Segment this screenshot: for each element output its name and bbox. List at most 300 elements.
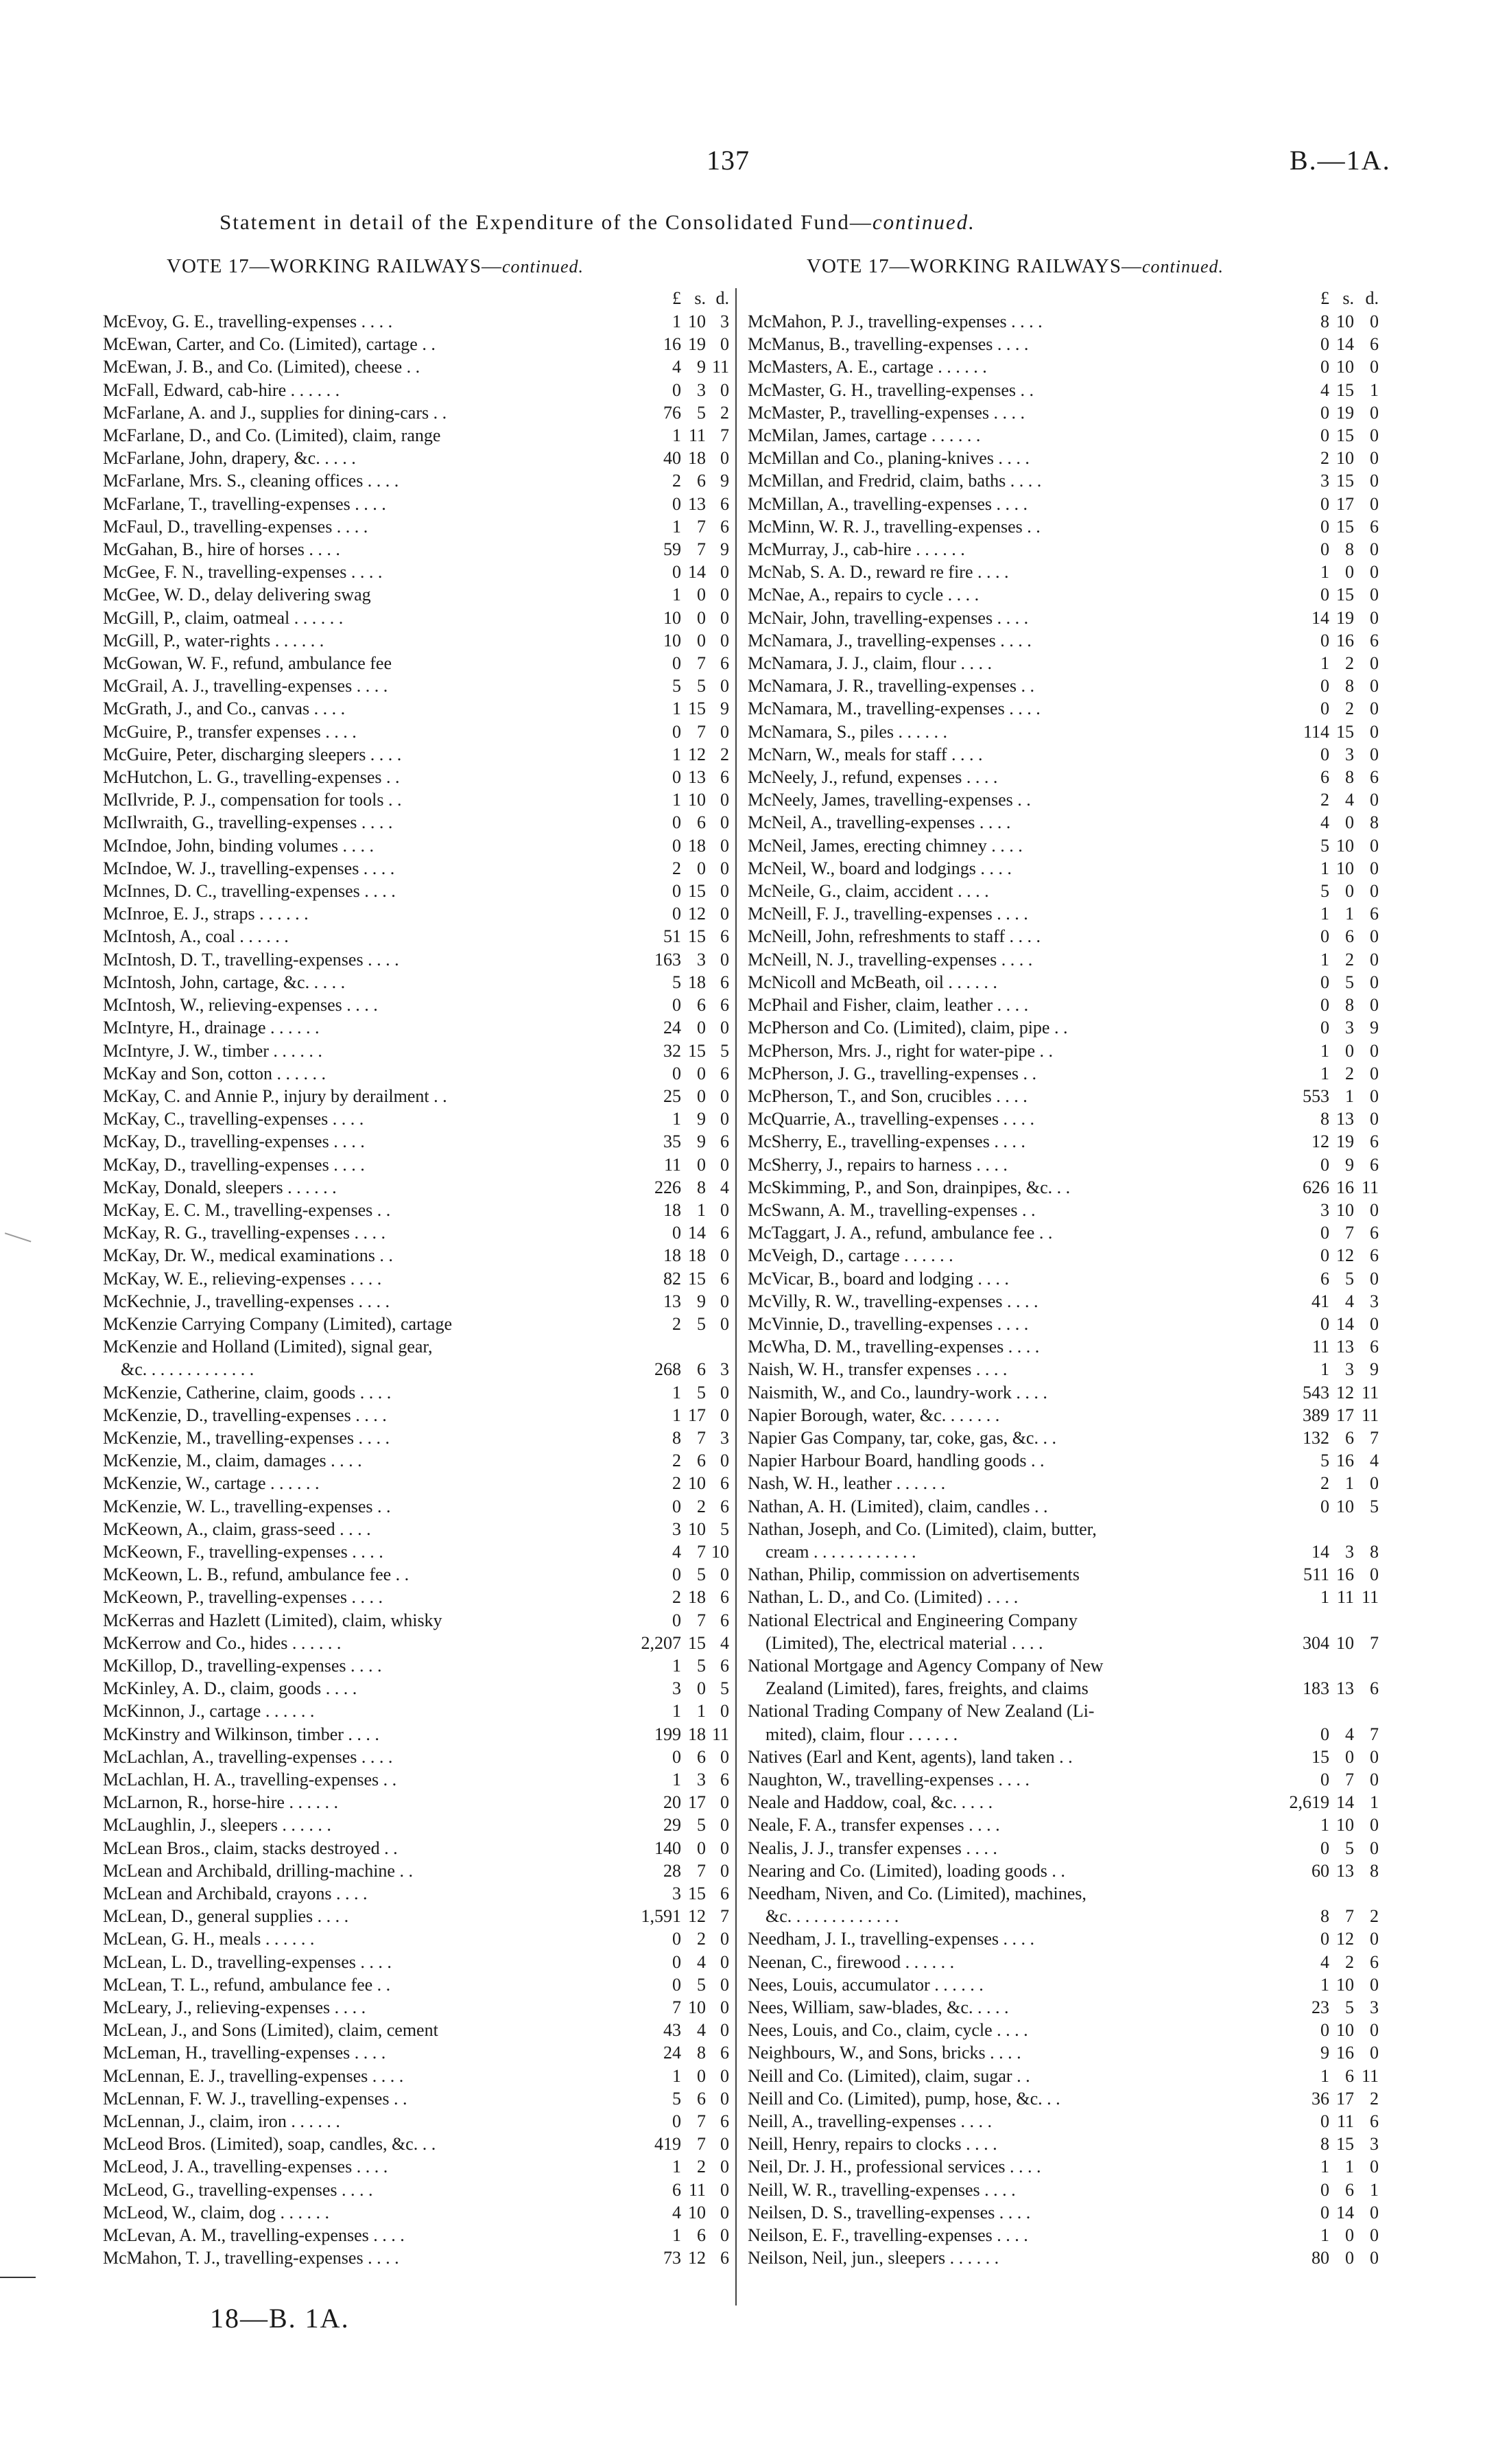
amount-shillings: 10 — [1336, 1815, 1354, 1835]
amount-pence: 6 — [1370, 1223, 1379, 1243]
expenditure-row — [748, 469, 1379, 492]
amount-pence: 0 — [720, 2065, 729, 2086]
payee-description: McKeown, L. B., refund, ambulance fee . . — [103, 1564, 410, 1585]
amount-pence: 0 — [720, 1701, 729, 1722]
amount-pence: 0 — [720, 1815, 729, 1835]
expenditure-row — [103, 2110, 729, 2133]
amount-pence: 6 — [1370, 1337, 1379, 1357]
amount-shillings: 18 — [688, 1724, 706, 1744]
amount-pounds: 4 — [672, 1541, 681, 1562]
expenditure-row — [103, 1518, 729, 1540]
payee-description: Neill, A., travelling-expenses . . . . — [748, 2111, 992, 2132]
amount-pence: 0 — [1370, 1929, 1379, 1949]
amount-pounds: 5 — [1320, 1451, 1329, 1471]
expenditure-row — [103, 538, 729, 561]
amount-pence: 6 — [720, 995, 729, 1016]
payee-description: McIntyre, H., drainage . . . . . . — [103, 1018, 320, 1038]
amount-shillings: 11 — [688, 2179, 706, 2200]
statement-title-main: Statement in detail of the Expenditure of the Consolidated Fund— — [219, 210, 873, 234]
payee-description: McKenzie and Holland (Limited), signal gear, — [103, 1337, 433, 1357]
amount-shillings: 19 — [1336, 607, 1354, 628]
amount-shillings: 11 — [688, 425, 706, 446]
amount-shillings: 6 — [697, 2225, 706, 2246]
expenditure-row — [748, 1130, 1379, 1153]
amount-pence: 7 — [720, 425, 729, 446]
payee-description: McLennan, F. W. J., travelling-expenses . . — [103, 2088, 407, 2109]
amount-pounds: 1 — [672, 790, 681, 810]
amount-pence: 6 — [720, 1223, 729, 1243]
amount-pounds: 0 — [1320, 1929, 1329, 1949]
expenditure-row — [748, 652, 1379, 674]
payee-description: Nathan, L. D., and Co. (Limited) . . . . — [748, 1587, 1019, 1608]
amount-pence: 1 — [1370, 379, 1379, 400]
amount-pounds: 6 — [672, 2179, 681, 2200]
payee-description: McPhail and Fisher, claim, leather . . . . — [748, 995, 1029, 1016]
amount-pounds: 0 — [672, 721, 681, 742]
amount-pounds: 2,619 — [1289, 1792, 1329, 1813]
payee-description: Nathan, Joseph, and Co. (Limited), claim, butter, — [748, 1518, 1097, 1539]
payee-description: Natives (Earl and Kent, agents), land taken . . — [748, 1746, 1073, 1767]
currency-header-right — [748, 288, 1379, 310]
amount-pence: 0 — [1370, 1040, 1379, 1061]
expenditure-row — [748, 424, 1379, 447]
amount-shillings: 15 — [1336, 585, 1354, 605]
amount-shillings: 8 — [697, 2043, 706, 2063]
amount-pence: 0 — [1370, 402, 1379, 423]
amount-shillings: 16 — [1336, 630, 1354, 650]
payee-description: McNeely, J., refund, expenses . . . . — [748, 767, 998, 788]
amount-pence: 6 — [720, 1268, 729, 1289]
amount-shillings: 3 — [1345, 1541, 1354, 1562]
expenditure-row — [103, 310, 729, 333]
amount-shillings: 17 — [1336, 1405, 1354, 1425]
amount-pounds: 1 — [1320, 1587, 1329, 1608]
expenditure-row — [103, 561, 729, 583]
amount-pounds: 1 — [672, 2065, 681, 2086]
payee-description: McLeman, H., travelling-expenses . . . . — [103, 2043, 386, 2063]
payee-description: McKillop, D., travelling-expenses . . . . — [103, 1655, 382, 1676]
amount-pounds: 1 — [1320, 1974, 1329, 1995]
amount-shillings: 7 — [1345, 1906, 1354, 1927]
payee-description: McLachlan, H. A., travelling-expenses . . — [103, 1770, 397, 1790]
amount-pounds: 1 — [1320, 1040, 1329, 1061]
amount-pounds: 4 — [1320, 379, 1329, 400]
amount-shillings: 8 — [1345, 539, 1354, 560]
payee-description: McLeary, J., relieving-expenses . . . . — [103, 1997, 366, 2018]
amount-pounds: 80 — [1312, 2248, 1329, 2268]
amount-shillings: 15 — [1336, 425, 1354, 446]
payee-description: McKinley, A. D., claim, goods . . . . — [103, 1678, 357, 1699]
amount-shillings: 7 — [1345, 1770, 1354, 1790]
amount-shillings: 9 — [1345, 1154, 1354, 1175]
amount-shillings: 7 — [697, 1610, 706, 1630]
payee-description: McMurray, J., cab-hire . . . . . . — [748, 539, 965, 560]
amount-pounds: 23 — [1312, 1997, 1329, 2018]
amount-shillings: 5 — [1345, 1268, 1354, 1289]
amount-shillings: 2 — [1345, 1063, 1354, 1083]
amount-shillings: 0 — [1345, 2225, 1354, 2246]
amount-pence: 3 — [1370, 1997, 1379, 2018]
expenditure-row — [748, 994, 1379, 1016]
amount-shillings: 0 — [1345, 812, 1354, 833]
expenditure-row — [748, 674, 1379, 697]
amount-pence: 6 — [1370, 334, 1379, 355]
amount-pence: 0 — [1370, 1838, 1379, 1858]
amount-pounds: 0 — [672, 835, 681, 856]
amount-pence: 6 — [1370, 1131, 1379, 1152]
payee-description: National Electrical and Engineering Company — [748, 1610, 1078, 1630]
amount-shillings: 7 — [697, 539, 706, 560]
expenditure-row — [103, 355, 729, 378]
expenditure-row — [748, 1700, 1379, 1722]
payee-description: McLeod, W., claim, dog . . . . . . — [103, 2202, 330, 2222]
payee-description: McMillan and Co., planing-knives . . . . — [748, 448, 1030, 469]
expenditure-row — [103, 994, 729, 1016]
amount-pence: 0 — [1370, 312, 1379, 331]
payee-description: McKeown, F., travelling-expenses . . . . — [103, 1541, 383, 1562]
amount-pence: 11 — [711, 1724, 729, 1744]
payee-description: Neilson, Neil, jun., sleepers . . . . . . — [748, 2248, 999, 2268]
payee-description: McLennan, E. J., travelling-expenses . . . . — [103, 2065, 404, 2086]
amount-pounds: 8 — [1320, 1906, 1329, 1927]
expenditure-row — [103, 2179, 729, 2201]
amount-pence: 6 — [720, 767, 729, 788]
payee-description: Napier Gas Company, tar, coke, gas, &c. . . — [748, 1427, 1056, 1448]
amount-pounds: 2 — [1320, 448, 1329, 469]
amount-pounds: 1 — [1320, 1815, 1329, 1835]
amount-shillings: 15 — [1336, 721, 1354, 742]
payee-description: Neilsen, D. S., travelling-expenses . . . . — [748, 2202, 1031, 2222]
expenditure-row — [748, 2179, 1379, 2201]
expenditure-row — [748, 1290, 1379, 1313]
amount-pence: 0 — [1370, 2020, 1379, 2041]
amount-shillings: 0 — [1345, 2248, 1354, 2268]
amount-pence: 6 — [1370, 1245, 1379, 1266]
amount-pence: 6 — [1370, 767, 1379, 788]
expenditure-row — [103, 607, 729, 629]
amount-pounds: 1 — [1320, 2225, 1329, 2246]
payee-description: Nash, W. H., leather . . . . . . — [748, 1473, 946, 1494]
amount-pounds: 1 — [672, 2157, 681, 2177]
amount-pence: 3 — [720, 312, 729, 331]
amount-shillings: 10 — [1336, 1496, 1354, 1516]
amount-pence: 0 — [720, 1245, 729, 1266]
amount-shillings: 5 — [697, 1564, 706, 1585]
payee-description: McKay, C., travelling-expenses . . . . — [103, 1109, 364, 1129]
amount-shillings: 10 — [1336, 1199, 1354, 1220]
payee-description: McKay, Donald, sleepers . . . . . . — [103, 1177, 337, 1197]
expenditure-row — [748, 538, 1379, 561]
payee-description: McMahon, P. J., travelling-expenses . . . . — [748, 312, 1043, 331]
amount-shillings: 17 — [1336, 2088, 1354, 2109]
amount-shillings: 19 — [688, 334, 706, 355]
amount-shillings: 14 — [1336, 334, 1354, 355]
amount-pounds: 0 — [672, 1564, 681, 1585]
amount-pounds: 16 — [663, 334, 681, 355]
payee-description: Needham, Niven, and Co. (Limited), machines, — [748, 1884, 1087, 1904]
amount-pence: 0 — [720, 1929, 729, 1949]
payee-description: McIntosh, D. T., travelling-expenses . . . . — [103, 949, 399, 970]
amount-pence: 3 — [720, 1427, 729, 1448]
amount-pence: 6 — [720, 2043, 729, 2063]
amount-pounds: 0 — [1320, 972, 1329, 992]
amount-pence: 0 — [720, 1382, 729, 1403]
amount-pence: 0 — [720, 630, 729, 650]
amount-shillings: 11 — [1336, 2111, 1354, 2132]
amount-pounds: 3 — [672, 1518, 681, 1539]
amount-pounds: 32 — [663, 1040, 681, 1061]
amount-pounds: 5 — [1320, 881, 1329, 902]
amount-shillings: 15 — [688, 1884, 706, 1904]
amount-pounds: 12 — [1312, 1131, 1329, 1152]
expenditure-row — [103, 379, 729, 401]
amount-pounds: 10 — [663, 607, 681, 628]
amount-shillings: 1 — [1345, 1473, 1354, 1494]
amount-pence: 6 — [720, 1884, 729, 1904]
amount-pence: 7 — [720, 1906, 729, 1927]
amount-shillings: 0 — [697, 1678, 706, 1699]
pence-heading: d. — [715, 288, 729, 308]
expenditure-row — [748, 1632, 1379, 1654]
payee-description: McLean, J., and Sons (Limited), claim, cement — [103, 2020, 438, 2041]
payee-description: McNeill, John, refreshments to staff . . . . — [748, 926, 1041, 947]
payee-description: McMaster, P., travelling-expenses . . . . — [748, 402, 1025, 423]
expenditure-row — [103, 880, 729, 902]
amount-pence: 2 — [1370, 1906, 1379, 1927]
expenditure-row — [748, 2155, 1379, 2178]
amount-shillings: 9 — [697, 1109, 706, 1129]
payee-description: McSherry, J., repairs to harness . . . . — [748, 1154, 1008, 1175]
expenditure-row — [748, 1905, 1379, 1927]
amount-pence: 0 — [720, 607, 729, 628]
amount-shillings: 15 — [1336, 2134, 1354, 2155]
expenditure-row — [748, 902, 1379, 925]
pounds-heading: £ — [672, 288, 681, 308]
amount-pence: 4 — [720, 1177, 729, 1197]
amount-pounds: 140 — [654, 1838, 681, 1858]
amount-pounds: 3 — [672, 1678, 681, 1699]
amount-pounds: 0 — [1320, 1838, 1329, 1858]
payee-description: McFarlane, A. and J., supplies for dining-cars . . — [103, 402, 447, 423]
expenditure-row — [103, 424, 729, 447]
column-divider — [735, 288, 737, 2305]
expenditure-row — [748, 1859, 1379, 1882]
amount-pounds: 626 — [1303, 1177, 1329, 1197]
amount-shillings: 8 — [1345, 676, 1354, 696]
shillings-heading: s. — [694, 288, 706, 308]
amount-pounds: 0 — [1320, 1313, 1329, 1334]
amount-shillings: 12 — [688, 904, 706, 924]
amount-pence: 0 — [1370, 1770, 1379, 1790]
amount-pence: 0 — [1370, 699, 1379, 719]
expenditure-row — [103, 948, 729, 971]
amount-shillings: 12 — [1336, 1382, 1354, 1403]
amount-pounds: 0 — [1320, 2020, 1329, 2041]
amount-pounds: 0 — [1320, 699, 1329, 719]
payee-description: McMillan, A., travelling-expenses . . . . — [748, 493, 1028, 514]
payee-description: McNeil, A., travelling-expenses . . . . — [748, 812, 1011, 833]
amount-shillings: 14 — [1336, 1313, 1354, 1334]
amount-pence: 6 — [720, 926, 729, 947]
amount-shillings: 1 — [697, 1701, 706, 1722]
amount-pounds: 0 — [1320, 357, 1329, 377]
expenditure-row — [748, 1221, 1379, 1244]
expenditure-row — [748, 697, 1379, 720]
expenditure-row — [103, 2155, 729, 2178]
expenditure-row — [103, 2065, 729, 2087]
amount-shillings: 14 — [1336, 1792, 1354, 1813]
amount-pence: 6 — [720, 493, 729, 514]
amount-pounds: 0 — [1320, 1245, 1329, 1266]
amount-pounds: 7 — [672, 1997, 681, 2018]
amount-pounds: 0 — [672, 562, 681, 583]
expenditure-row — [748, 1495, 1379, 1518]
expenditure-row — [103, 971, 729, 994]
amount-pounds: 15 — [1312, 1746, 1329, 1767]
amount-pounds: 1 — [672, 1405, 681, 1425]
expenditure-row — [748, 1199, 1379, 1221]
amount-pence: 0 — [720, 835, 729, 856]
expenditure-row — [748, 629, 1379, 652]
amount-pence: 0 — [1370, 676, 1379, 696]
payee-description: McVicar, B., board and lodging . . . . — [748, 1268, 1009, 1289]
amount-pounds: 0 — [672, 812, 681, 833]
amount-pounds: 0 — [1320, 516, 1329, 537]
amount-pounds: 35 — [663, 1131, 681, 1152]
payee-description: McHutchon, L. G., travelling-expenses . . — [103, 767, 400, 788]
amount-pence: 1 — [1370, 1792, 1379, 1813]
amount-pounds: 1 — [672, 1701, 681, 1722]
amount-pounds: 43 — [663, 2020, 681, 2041]
expenditure-row — [103, 1176, 729, 1199]
payee-description: McGill, P., water-rights . . . . . . — [103, 630, 324, 650]
payee-description: McKenzie, D., travelling-expenses . . . . — [103, 1405, 387, 1425]
amount-shillings: 15 — [688, 881, 706, 902]
payee-description: McLeod, J. A., travelling-expenses . . . . — [103, 2157, 388, 2177]
amount-shillings: 6 — [697, 2088, 706, 2109]
payee-description: McKerrow and Co., hides . . . . . . — [103, 1632, 342, 1653]
expenditure-row — [103, 2224, 729, 2246]
payee-description: Neill, W. R., travelling-expenses . . . . — [748, 2179, 1016, 2200]
amount-shillings: 0 — [1345, 1746, 1354, 1767]
amount-pounds: 0 — [1320, 425, 1329, 446]
expenditure-row — [748, 1518, 1379, 1540]
amount-shillings: 4 — [697, 2020, 706, 2041]
amount-pounds: 4 — [1320, 1951, 1329, 1972]
amount-pence: 0 — [1370, 835, 1379, 856]
payee-description: McKenzie, M., claim, damages . . . . — [103, 1451, 362, 1471]
amount-shillings: 17 — [1336, 493, 1354, 514]
expenditure-row — [748, 1540, 1379, 1563]
expenditure-row — [748, 583, 1379, 606]
amount-shillings: 0 — [1345, 562, 1354, 583]
amount-pounds: 1 — [1320, 1359, 1329, 1380]
payee-description: McNae, A., repairs to cycle . . . . — [748, 585, 980, 605]
amount-pounds: 24 — [663, 1018, 681, 1038]
expenditure-row — [748, 1153, 1379, 1176]
amount-pence: 0 — [1370, 1564, 1379, 1585]
amount-shillings: 5 — [697, 1815, 706, 1835]
amount-shillings: 5 — [1345, 1838, 1354, 1858]
payee-description: McIntosh, W., relieving-expenses . . . . — [103, 995, 378, 1016]
amount-pence: 0 — [1370, 995, 1379, 1016]
payee-description: McNamara, J. R., travelling-expenses . . — [748, 676, 1035, 696]
expenditure-row — [103, 811, 729, 834]
amount-pence: 6 — [720, 1587, 729, 1608]
expenditure-row — [748, 401, 1379, 424]
amount-pence: 9 — [720, 471, 729, 491]
payee-description: McGowan, W. F., refund, ambulance fee — [103, 653, 392, 674]
statement-title — [219, 210, 1317, 235]
expenditure-row — [103, 1768, 729, 1791]
amount-pence: 0 — [720, 2134, 729, 2155]
payee-description: McMillan, and Fredrid, claim, baths . . . . — [748, 471, 1042, 491]
amount-pounds: 2,207 — [641, 1632, 681, 1653]
amount-shillings: 6 — [697, 471, 706, 491]
payee-description: McWha, D. M., travelling-expenses . . . . — [748, 1337, 1040, 1357]
amount-pence: 11 — [1361, 1405, 1379, 1425]
amount-pounds: 0 — [672, 1951, 681, 1972]
expenditure-row — [748, 515, 1379, 538]
payee-description: McFarlane, D., and Co. (Limited), claim, range — [103, 425, 441, 446]
amount-pence: 6 — [1370, 1951, 1379, 1972]
expenditure-row — [103, 1996, 729, 2019]
amount-pounds: 24 — [663, 2043, 681, 2063]
amount-pounds: 2 — [672, 858, 681, 878]
amount-shillings: 15 — [1336, 471, 1354, 491]
expenditure-row — [103, 1040, 729, 1062]
amount-shillings: 3 — [1345, 1359, 1354, 1380]
amount-pounds: 0 — [672, 904, 681, 924]
amount-pence: 0 — [1370, 653, 1379, 674]
amount-pounds: 114 — [1303, 721, 1329, 742]
payee-description: McLean, L. D., travelling-expenses . . . . — [103, 1951, 392, 1972]
payee-description: Needham, J. I., travelling-expenses . . . . — [748, 1929, 1035, 1949]
amount-shillings: 0 — [697, 858, 706, 878]
payee-description: McKay and Son, cotton . . . . . . — [103, 1063, 326, 1083]
amount-shillings: 3 — [697, 1770, 706, 1790]
amount-shillings: 2 — [1345, 699, 1354, 719]
amount-shillings: 2 — [1345, 653, 1354, 674]
expenditure-row — [748, 1609, 1379, 1632]
payee-description: Zealand (Limited), fares, freights, and claims — [766, 1678, 1089, 1699]
amount-pence: 0 — [1370, 949, 1379, 970]
amount-pence: 0 — [720, 1109, 729, 1129]
amount-pence: 3 — [720, 1359, 729, 1380]
amount-pounds: 1 — [672, 516, 681, 537]
amount-pounds: 10 — [663, 630, 681, 650]
amount-shillings: 2 — [697, 1929, 706, 1949]
amount-pence: 6 — [720, 2111, 729, 2132]
amount-shillings: 11 — [1336, 1587, 1354, 1608]
payee-description: McMaster, G. H., travelling-expenses . . — [748, 379, 1034, 400]
expenditure-row — [103, 2019, 729, 2041]
expenditure-row — [748, 1472, 1379, 1494]
expenditure-row — [103, 1927, 729, 1950]
amount-shillings: 13 — [688, 493, 706, 514]
expenditure-row — [103, 401, 729, 424]
amount-shillings: 6 — [697, 812, 706, 833]
amount-shillings: 10 — [1336, 312, 1354, 331]
amount-pence: 0 — [1370, 1974, 1379, 1995]
vote-heading-right-main: VOTE 17—WORKING RAILWAYS— — [807, 255, 1142, 277]
amount-pounds: 0 — [672, 881, 681, 902]
amount-pence: 6 — [720, 1496, 729, 1516]
expenditure-row — [103, 1905, 729, 1927]
amount-pence: 0 — [1370, 539, 1379, 560]
amount-pence: 6 — [1370, 630, 1379, 650]
payee-description: McLennan, J., claim, iron . . . . . . — [103, 2111, 340, 2132]
